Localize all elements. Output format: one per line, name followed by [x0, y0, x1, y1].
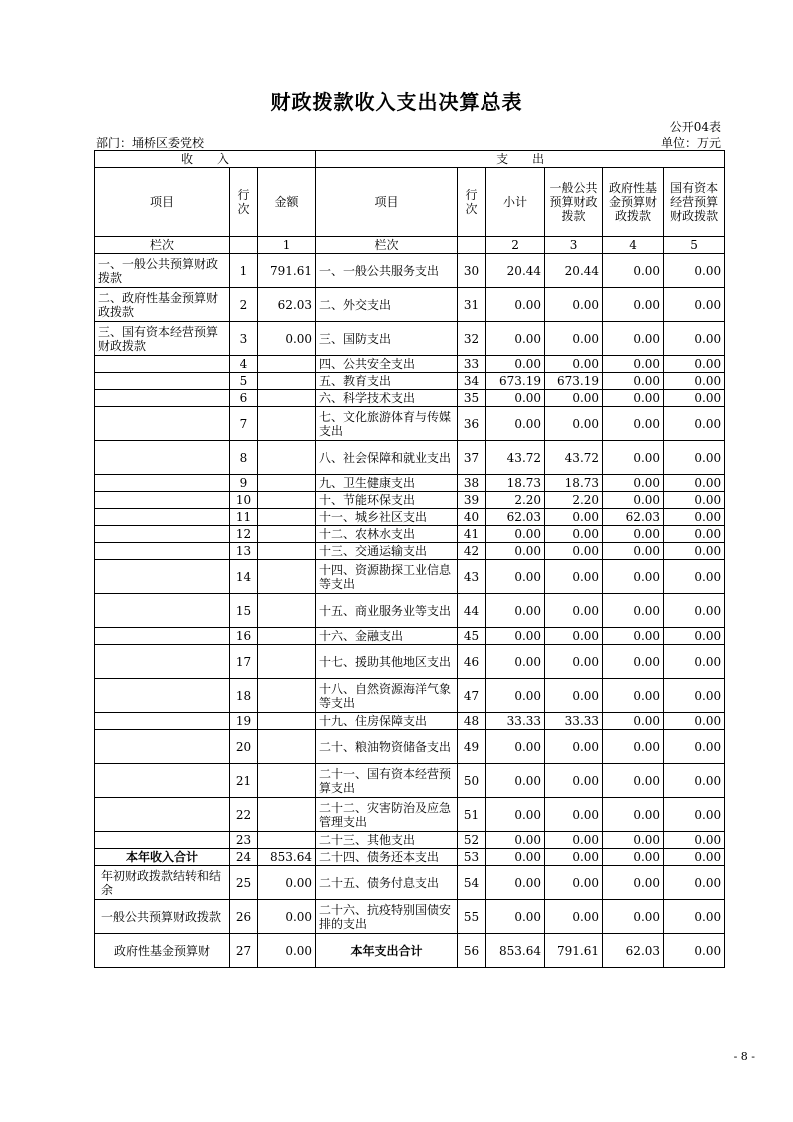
- subtotal-cell: 853.64: [486, 934, 545, 968]
- table-row: [95, 764, 725, 798]
- gov-fund-cell: 0.00: [603, 373, 664, 390]
- expense-item-cell: 二十五、债务付息支出: [316, 866, 458, 900]
- subtotal-cell: 18.73: [486, 475, 545, 492]
- state-capital-cell: 0.00: [664, 373, 725, 390]
- state-capital-header: 国有资本经营预算财政拨款: [664, 168, 725, 237]
- gov-fund-cell: 0.00: [603, 322, 664, 356]
- table-row: [95, 441, 725, 475]
- income-item-cell: [95, 543, 230, 560]
- col-label-expense: 栏次: [316, 237, 458, 254]
- state-capital-cell: 0.00: [664, 679, 725, 713]
- expense-line-no-cell: 51: [458, 798, 486, 832]
- subtotal-cell: 673.19: [486, 373, 545, 390]
- expense-line-no-cell: 42: [458, 543, 486, 560]
- expense-line-no-cell: 45: [458, 628, 486, 645]
- income-amount-cell: 791.61: [258, 254, 316, 288]
- table-row: [95, 407, 725, 441]
- gov-fund-cell: 0.00: [603, 764, 664, 798]
- income-amount-cell: 0.00: [258, 322, 316, 356]
- table-row: [95, 390, 725, 407]
- income-line-no-cell: 4: [230, 356, 258, 373]
- subtotal-cell: 0.00: [486, 594, 545, 628]
- page-title: 财政拨款收入支出决算总表: [270, 90, 523, 114]
- income-item-cell: 二、政府性基金预算财政拨款: [95, 288, 230, 322]
- col-index-3: 3: [545, 237, 603, 254]
- general-budget-cell: 0.00: [545, 509, 603, 526]
- income-line-no-cell: 20: [230, 730, 258, 764]
- income-amount-cell: [258, 407, 316, 441]
- income-line-no-cell: 3: [230, 322, 258, 356]
- income-line-no-cell: 19: [230, 713, 258, 730]
- income-line-no-cell: 27: [230, 934, 258, 968]
- income-line-no-cell: 24: [230, 849, 258, 866]
- gov-fund-cell: 0.00: [603, 628, 664, 645]
- subtotal-cell: 0.00: [486, 866, 545, 900]
- table-row: [95, 934, 725, 968]
- state-capital-cell: 0.00: [664, 594, 725, 628]
- state-capital-cell: 0.00: [664, 322, 725, 356]
- subtotal-cell: 43.72: [486, 441, 545, 475]
- general-budget-cell: 0.00: [545, 798, 603, 832]
- income-line-no-cell: 25: [230, 866, 258, 900]
- table-row: [95, 866, 725, 900]
- expense-item-cell: 十九、住房保障支出: [316, 713, 458, 730]
- income-line-no-header: 行次: [230, 168, 258, 237]
- income-item-cell: 政府性基金预算财: [95, 934, 230, 968]
- income-amount-cell: [258, 560, 316, 594]
- expense-line-no-cell: 49: [458, 730, 486, 764]
- gov-fund-cell: 0.00: [603, 407, 664, 441]
- general-budget-cell: 0.00: [545, 526, 603, 543]
- expense-item-cell: 二、外交支出: [316, 288, 458, 322]
- expense-line-no-cell: 43: [458, 560, 486, 594]
- general-budget-cell: 0.00: [545, 866, 603, 900]
- income-item-cell: [95, 679, 230, 713]
- gov-fund-cell: 0.00: [603, 713, 664, 730]
- income-amount-cell: [258, 713, 316, 730]
- income-item-header: 项目: [95, 168, 230, 237]
- income-header: 收 入: [95, 151, 316, 168]
- general-budget-cell: 0.00: [545, 288, 603, 322]
- income-item-cell: [95, 594, 230, 628]
- state-capital-cell: 0.00: [664, 356, 725, 373]
- gov-fund-cell: 0.00: [603, 900, 664, 934]
- subtotal-cell: 0.00: [486, 560, 545, 594]
- income-line-no-cell: 18: [230, 679, 258, 713]
- col-index-1: 1: [258, 237, 316, 254]
- expense-item-cell: 二十四、债务还本支出: [316, 849, 458, 866]
- state-capital-cell: 0.00: [664, 390, 725, 407]
- final-accounts-table: [94, 150, 725, 968]
- subtotal-cell: 0.00: [486, 900, 545, 934]
- expense-line-no-cell: 31: [458, 288, 486, 322]
- expense-line-no-cell: 50: [458, 764, 486, 798]
- table-row: [95, 849, 725, 866]
- income-line-no-cell: 10: [230, 492, 258, 509]
- income-item-cell: [95, 509, 230, 526]
- state-capital-cell: 0.00: [664, 509, 725, 526]
- expense-item-cell: 二十一、国有资本经营预算支出: [316, 764, 458, 798]
- subtotal-cell: 33.33: [486, 713, 545, 730]
- subtotal-cell: 0.00: [486, 645, 545, 679]
- general-budget-cell: 0.00: [545, 900, 603, 934]
- expense-line-no-cell: 34: [458, 373, 486, 390]
- income-amount-cell: 853.64: [258, 849, 316, 866]
- general-budget-cell: 0.00: [545, 543, 603, 560]
- income-item-cell: 年初财政拨款结转和结余: [95, 866, 230, 900]
- general-budget-cell: 0.00: [545, 730, 603, 764]
- state-capital-cell: 0.00: [664, 628, 725, 645]
- expense-item-cell: 八、社会保障和就业支出: [316, 441, 458, 475]
- income-amount-cell: [258, 509, 316, 526]
- subtotal-cell: 20.44: [486, 254, 545, 288]
- expense-item-cell: 十三、交通运输支出: [316, 543, 458, 560]
- income-line-no-cell: 21: [230, 764, 258, 798]
- income-line-no-cell: 11: [230, 509, 258, 526]
- expense-line-no-cell: 32: [458, 322, 486, 356]
- subtotal-cell: 62.03: [486, 509, 545, 526]
- expense-item-cell: 十一、城乡社区支出: [316, 509, 458, 526]
- state-capital-cell: 0.00: [664, 934, 725, 968]
- income-line-no-cell: 13: [230, 543, 258, 560]
- table-row: [95, 679, 725, 713]
- state-capital-cell: 0.00: [664, 254, 725, 288]
- table-row: [95, 373, 725, 390]
- form-number: 公开04表: [669, 120, 721, 134]
- table-row: [95, 509, 725, 526]
- expense-item-cell: 十七、援助其他地区支出: [316, 645, 458, 679]
- subtotal-cell: 0.00: [486, 322, 545, 356]
- expense-item-cell: 二十六、抗疫特别国债安排的支出: [316, 900, 458, 934]
- gov-fund-cell: 0.00: [603, 356, 664, 373]
- expense-line-no-cell: 37: [458, 441, 486, 475]
- income-line-no-cell: 6: [230, 390, 258, 407]
- table-row: [95, 492, 725, 509]
- income-line-no-cell: 2: [230, 288, 258, 322]
- general-budget-cell: 0.00: [545, 628, 603, 645]
- expense-line-no-cell: 44: [458, 594, 486, 628]
- expense-line-no-cell: 55: [458, 900, 486, 934]
- income-amount-cell: [258, 475, 316, 492]
- expense-line-no-cell: 46: [458, 645, 486, 679]
- table-row: [95, 900, 725, 934]
- state-capital-cell: 0.00: [664, 288, 725, 322]
- general-budget-cell: 33.33: [545, 713, 603, 730]
- expense-line-no-cell: 53: [458, 849, 486, 866]
- general-budget-cell: 18.73: [545, 475, 603, 492]
- expense-item-header: 项目: [316, 168, 458, 237]
- general-budget-cell: 791.61: [545, 934, 603, 968]
- income-item-cell: [95, 713, 230, 730]
- income-line-no-cell: 23: [230, 832, 258, 849]
- income-line-no-cell: 1: [230, 254, 258, 288]
- income-line-no-cell: 22: [230, 798, 258, 832]
- income-item-cell: 一般公共预算财政拨款: [95, 900, 230, 934]
- expense-item-cell: 十四、资源勘探工业信息等支出: [316, 560, 458, 594]
- income-amount-cell: [258, 764, 316, 798]
- table-row: [95, 356, 725, 373]
- general-budget-cell: 0.00: [545, 356, 603, 373]
- income-amount-cell: [258, 373, 316, 390]
- gov-fund-cell: 0.00: [603, 594, 664, 628]
- income-amount-cell: [258, 679, 316, 713]
- income-amount-cell: 0.00: [258, 866, 316, 900]
- income-item-cell: [95, 407, 230, 441]
- income-line-no-cell: 14: [230, 560, 258, 594]
- expense-line-no-cell: 36: [458, 407, 486, 441]
- income-amount-cell: [258, 832, 316, 849]
- expense-item-cell: 十五、商业服务业等支出: [316, 594, 458, 628]
- gov-fund-header: 政府性基金预算财政拨款: [603, 168, 664, 237]
- expense-item-cell: 二十二、灾害防治及应急管理支出: [316, 798, 458, 832]
- expense-line-no-cell: 48: [458, 713, 486, 730]
- col-label-income: 栏次: [95, 237, 230, 254]
- subtotal-cell: 0.00: [486, 356, 545, 373]
- income-item-cell: 本年收入合计: [95, 849, 230, 866]
- gov-fund-cell: 0.00: [603, 254, 664, 288]
- state-capital-cell: 0.00: [664, 407, 725, 441]
- income-item-cell: [95, 832, 230, 849]
- col-index-empty: [458, 237, 486, 254]
- state-capital-cell: 0.00: [664, 645, 725, 679]
- section-header-row: [95, 151, 725, 168]
- income-item-cell: [95, 645, 230, 679]
- subtotal-cell: 0.00: [486, 543, 545, 560]
- expense-line-no-cell: 35: [458, 390, 486, 407]
- gov-fund-cell: 0.00: [603, 645, 664, 679]
- state-capital-cell: 0.00: [664, 492, 725, 509]
- gov-fund-cell: 0.00: [603, 390, 664, 407]
- expense-line-no-cell: 41: [458, 526, 486, 543]
- expense-line-no-cell: 39: [458, 492, 486, 509]
- state-capital-cell: 0.00: [664, 730, 725, 764]
- income-amount-cell: [258, 356, 316, 373]
- general-budget-header: 一般公共预算财政拨款: [545, 168, 603, 237]
- state-capital-cell: 0.00: [664, 441, 725, 475]
- general-budget-cell: 0.00: [545, 764, 603, 798]
- subtotal-cell: 2.20: [486, 492, 545, 509]
- expense-line-no-cell: 56: [458, 934, 486, 968]
- expense-item-cell: 本年支出合计: [316, 934, 458, 968]
- state-capital-cell: 0.00: [664, 849, 725, 866]
- income-amount-cell: 0.00: [258, 934, 316, 968]
- column-index-row: [95, 237, 725, 254]
- general-budget-cell: 43.72: [545, 441, 603, 475]
- subtotal-cell: 0.00: [486, 730, 545, 764]
- general-budget-cell: 0.00: [545, 645, 603, 679]
- gov-fund-cell: 0.00: [603, 543, 664, 560]
- subtotal-cell: 0.00: [486, 764, 545, 798]
- general-budget-cell: 20.44: [545, 254, 603, 288]
- general-budget-cell: 0.00: [545, 407, 603, 441]
- gov-fund-cell: 0.00: [603, 679, 664, 713]
- income-amount-cell: [258, 441, 316, 475]
- expense-line-no-cell: 52: [458, 832, 486, 849]
- state-capital-cell: 0.00: [664, 900, 725, 934]
- income-item-cell: [95, 441, 230, 475]
- income-amount-cell: [258, 798, 316, 832]
- gov-fund-cell: 0.00: [603, 849, 664, 866]
- subtotal-cell: 0.00: [486, 628, 545, 645]
- state-capital-cell: 0.00: [664, 475, 725, 492]
- state-capital-cell: 0.00: [664, 866, 725, 900]
- income-item-cell: [95, 764, 230, 798]
- expense-item-cell: 一、一般公共服务支出: [316, 254, 458, 288]
- subtotal-cell: 0.00: [486, 832, 545, 849]
- general-budget-cell: 0.00: [545, 594, 603, 628]
- income-amount-cell: [258, 526, 316, 543]
- gov-fund-cell: 62.03: [603, 509, 664, 526]
- expense-item-cell: 十二、农林水支出: [316, 526, 458, 543]
- income-item-cell: [95, 526, 230, 543]
- subtotal-cell: 0.00: [486, 849, 545, 866]
- income-line-no-cell: 7: [230, 407, 258, 441]
- subtotal-cell: 0.00: [486, 526, 545, 543]
- general-budget-cell: 673.19: [545, 373, 603, 390]
- income-amount-cell: [258, 594, 316, 628]
- subtotal-cell: 0.00: [486, 679, 545, 713]
- gov-fund-cell: 0.00: [603, 288, 664, 322]
- expense-item-cell: 十八、自然资源海洋气象等支出: [316, 679, 458, 713]
- state-capital-cell: 0.00: [664, 798, 725, 832]
- column-header-row: [95, 168, 725, 237]
- expense-item-cell: 十、节能环保支出: [316, 492, 458, 509]
- expense-line-no-cell: 40: [458, 509, 486, 526]
- expense-item-cell: 二十、粮油物资储备支出: [316, 730, 458, 764]
- income-item-cell: [95, 730, 230, 764]
- subtotal-cell: 0.00: [486, 407, 545, 441]
- general-budget-cell: 2.20: [545, 492, 603, 509]
- gov-fund-cell: 62.03: [603, 934, 664, 968]
- col-index-5: 5: [664, 237, 725, 254]
- income-amount-cell: [258, 645, 316, 679]
- income-item-cell: [95, 356, 230, 373]
- unit-label: 单位：万元: [660, 136, 721, 150]
- expense-item-cell: 四、公共安全支出: [316, 356, 458, 373]
- income-item-cell: [95, 390, 230, 407]
- expense-line-no-cell: 30: [458, 254, 486, 288]
- income-amount-cell: [258, 492, 316, 509]
- income-amount-cell: [258, 390, 316, 407]
- gov-fund-cell: 0.00: [603, 832, 664, 849]
- expense-item-cell: 三、国防支出: [316, 322, 458, 356]
- income-amount-cell: [258, 730, 316, 764]
- expense-item-cell: 十六、金融支出: [316, 628, 458, 645]
- income-item-cell: [95, 798, 230, 832]
- subtotal-cell: 0.00: [486, 798, 545, 832]
- income-line-no-cell: 15: [230, 594, 258, 628]
- table-row: [95, 543, 725, 560]
- subtotal-header: 小计: [486, 168, 545, 237]
- income-item-cell: [95, 628, 230, 645]
- table-row: [95, 594, 725, 628]
- state-capital-cell: 0.00: [664, 832, 725, 849]
- income-item-cell: 三、国有资本经营预算财政拨款: [95, 322, 230, 356]
- gov-fund-cell: 0.00: [603, 560, 664, 594]
- income-line-no-cell: 5: [230, 373, 258, 390]
- table-row: [95, 713, 725, 730]
- table-row: [95, 475, 725, 492]
- gov-fund-cell: 0.00: [603, 730, 664, 764]
- col-index-empty: [230, 237, 258, 254]
- income-item-cell: [95, 492, 230, 509]
- table-row: [95, 628, 725, 645]
- general-budget-cell: 0.00: [545, 322, 603, 356]
- table-row: [95, 560, 725, 594]
- general-budget-cell: 0.00: [545, 679, 603, 713]
- table-row: [95, 730, 725, 764]
- income-amount-cell: 62.03: [258, 288, 316, 322]
- table-row: [95, 322, 725, 356]
- col-index-2: 2: [486, 237, 545, 254]
- expense-line-no-cell: 33: [458, 356, 486, 373]
- department-label: 部门：埇桥区委党校: [96, 136, 205, 150]
- expense-line-no-cell: 38: [458, 475, 486, 492]
- income-item-cell: [95, 475, 230, 492]
- income-item-cell: [95, 560, 230, 594]
- income-line-no-cell: 12: [230, 526, 258, 543]
- general-budget-cell: 0.00: [545, 390, 603, 407]
- income-amount-cell: 0.00: [258, 900, 316, 934]
- income-amount-cell: [258, 543, 316, 560]
- gov-fund-cell: 0.00: [603, 798, 664, 832]
- gov-fund-cell: 0.00: [603, 441, 664, 475]
- income-line-no-cell: 26: [230, 900, 258, 934]
- income-amount-cell: [258, 628, 316, 645]
- gov-fund-cell: 0.00: [603, 492, 664, 509]
- state-capital-cell: 0.00: [664, 543, 725, 560]
- expense-item-cell: 二十三、其他支出: [316, 832, 458, 849]
- gov-fund-cell: 0.00: [603, 526, 664, 543]
- table-row: [95, 645, 725, 679]
- general-budget-cell: 0.00: [545, 832, 603, 849]
- general-budget-cell: 0.00: [545, 560, 603, 594]
- general-budget-cell: 0.00: [545, 849, 603, 866]
- expense-item-cell: 六、科学技术支出: [316, 390, 458, 407]
- gov-fund-cell: 0.00: [603, 475, 664, 492]
- expense-line-no-cell: 54: [458, 866, 486, 900]
- expense-item-cell: 九、卫生健康支出: [316, 475, 458, 492]
- table-row: [95, 798, 725, 832]
- expense-item-cell: 五、教育支出: [316, 373, 458, 390]
- income-item-cell: [95, 373, 230, 390]
- subtotal-cell: 0.00: [486, 390, 545, 407]
- expense-header: 支 出: [316, 151, 725, 168]
- income-line-no-cell: 16: [230, 628, 258, 645]
- state-capital-cell: 0.00: [664, 713, 725, 730]
- income-amount-header: 金额: [258, 168, 316, 237]
- income-line-no-cell: 9: [230, 475, 258, 492]
- table-row: [95, 254, 725, 288]
- state-capital-cell: 0.00: [664, 764, 725, 798]
- col-index-4: 4: [603, 237, 664, 254]
- income-line-no-cell: 17: [230, 645, 258, 679]
- expense-line-no-header: 行次: [458, 168, 486, 237]
- page-number: - 8 -: [733, 1050, 755, 1063]
- subtotal-cell: 0.00: [486, 288, 545, 322]
- expense-item-cell: 七、文化旅游体育与传媒支出: [316, 407, 458, 441]
- gov-fund-cell: 0.00: [603, 866, 664, 900]
- table-row: [95, 288, 725, 322]
- income-item-cell: 一、一般公共预算财政拨款: [95, 254, 230, 288]
- state-capital-cell: 0.00: [664, 526, 725, 543]
- state-capital-cell: 0.00: [664, 560, 725, 594]
- table-row: [95, 526, 725, 543]
- table-row: [95, 832, 725, 849]
- expense-line-no-cell: 47: [458, 679, 486, 713]
- income-line-no-cell: 8: [230, 441, 258, 475]
